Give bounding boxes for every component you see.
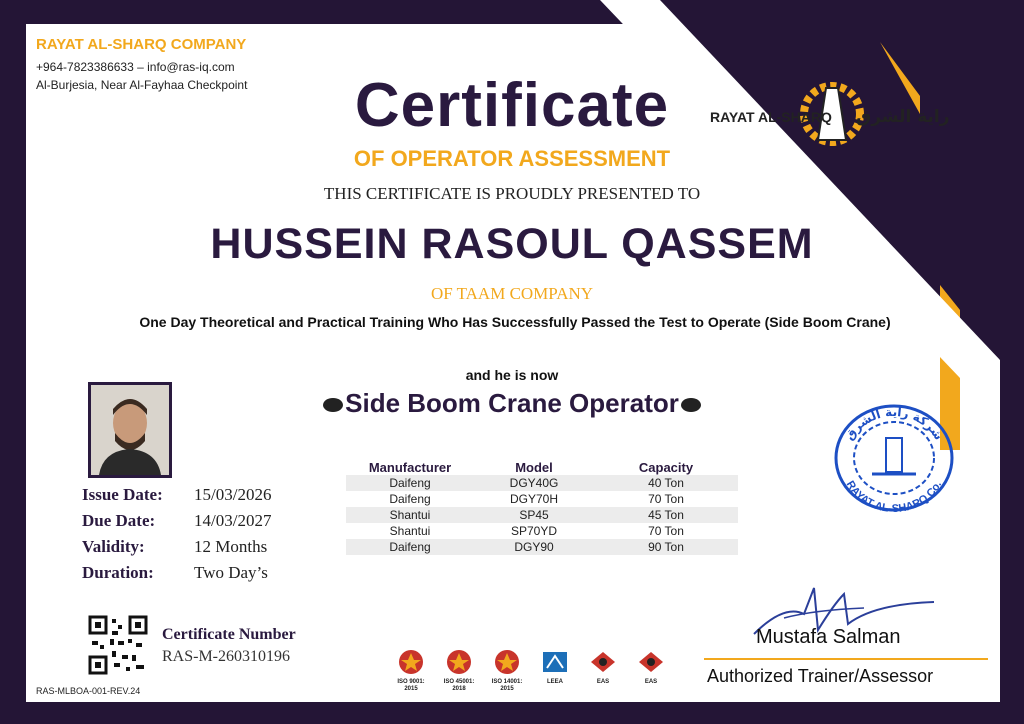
cell: Daifeng: [389, 492, 431, 506]
detail-value: 14/03/2027: [194, 511, 272, 530]
cell: SP45: [519, 508, 549, 522]
cell: Shantui: [389, 524, 431, 538]
detail-row: [82, 563, 271, 589]
and-he-is-now: and he is now: [465, 367, 559, 383]
table-row: [346, 523, 738, 539]
certificate-number: RAS-M-260310196: [162, 648, 291, 665]
signer-role: Authorized Trainer/Assessor: [707, 666, 934, 686]
phone-email: +964-7823386633 – info@ras-iq.com: [36, 60, 235, 74]
logo-arabic: راية الشرق: [856, 107, 950, 127]
iso-badge: [488, 648, 526, 693]
equipment-table: [346, 460, 738, 555]
eas-icon: [587, 648, 619, 676]
iso-badge: [440, 648, 478, 693]
cell: Daifeng: [389, 540, 431, 554]
company-name: RAYAT AL-SHARQ COMPANY: [36, 36, 247, 53]
table-row: [346, 475, 738, 491]
detail-label: Validity:: [82, 537, 145, 556]
certificate-title: Certificate: [354, 71, 670, 140]
badge-text: ISO 14001:: [491, 679, 523, 685]
address: Al-Burjesia, Near Al-Fayhaa Checkpoint: [36, 78, 248, 92]
detail-label: Duration:: [82, 563, 154, 582]
badge-text: ISO 9001:: [397, 679, 425, 685]
training-description: One Day Theoretical and Practical Training Who Has Successfully Passed the Test to Operate (Side Boom Crane): [139, 314, 891, 330]
detail-value: Two Day’s: [194, 563, 268, 582]
badge-text: 2018: [452, 686, 466, 692]
table-header: [346, 460, 738, 475]
stamp-latin: RAYAT AL-SHARQ Co.: [843, 478, 945, 514]
accreditation-badges: [392, 648, 670, 693]
certificate-number-label: Certificate Number: [162, 626, 296, 643]
eas-icon: [635, 648, 667, 676]
iso-9001-icon: [395, 648, 427, 676]
table-row: [346, 491, 738, 507]
qr-code-icon: [88, 615, 148, 675]
detail-row: [82, 537, 271, 563]
presented-to: THIS CERTIFICATE IS PROUDLY PRESENTED TO: [323, 184, 701, 203]
cell: 45 Ton: [648, 508, 684, 522]
header-capacity: Capacity: [638, 460, 694, 475]
recipient-company: OF TAAM COMPANY: [430, 284, 594, 303]
iso-badge: [392, 648, 430, 693]
badge-text: 2015: [404, 686, 418, 692]
iso-45001-icon: [443, 648, 475, 676]
cell: 70 Ton: [648, 492, 684, 506]
signer-name: Mustafa Salman: [756, 626, 901, 648]
cell: DGY40G: [509, 476, 559, 490]
revision-code: RAS-MLBOA-001-REV.24: [36, 686, 141, 696]
role-text: Side Boom Crane Operator: [345, 388, 679, 418]
cell: 40 Ton: [648, 476, 684, 490]
oil-derrick-icon: [886, 438, 902, 472]
detail-value: 15/03/2026: [194, 485, 272, 504]
eas-badge: [584, 648, 622, 693]
signature-line: [704, 658, 988, 660]
cell: SP70YD: [510, 524, 558, 538]
certificate-details: [82, 485, 271, 589]
bullet-icon: [323, 398, 343, 412]
cell: 90 Ton: [648, 540, 684, 554]
detail-label: Issue Date:: [82, 485, 163, 504]
stamp-arabic: شركة راية الشرق: [841, 404, 946, 443]
company-stamp: [832, 402, 956, 514]
badge-text: 2015: [500, 686, 514, 692]
cell: Shantui: [389, 508, 431, 522]
detail-value: 12 Months: [194, 537, 268, 556]
detail-label: Due Date:: [82, 511, 156, 530]
recipient-photo: [88, 382, 172, 478]
leea-icon: [539, 648, 571, 676]
badge-text: LEEA: [546, 679, 563, 685]
person-photo-icon: [91, 385, 169, 475]
recipient-name: HUSSEIN RASOUL QASSEM: [210, 220, 814, 268]
logo-latin: RAYAT AL-SHARQ: [710, 109, 832, 125]
cell: DGY70H: [509, 492, 559, 506]
table-row: [346, 507, 738, 523]
cell: Daifeng: [389, 476, 431, 490]
certificate-subtitle: OF OPERATOR ASSESSMENT: [353, 146, 671, 171]
cell: DGY90: [514, 540, 554, 554]
header-model: Model: [515, 460, 553, 475]
table-row: [346, 539, 738, 555]
iso-14001-icon: [491, 648, 523, 676]
leea-badge: [536, 648, 574, 693]
detail-row: [82, 511, 271, 537]
header-manufacturer: Manufacturer: [368, 460, 452, 475]
badge-text: EAS: [596, 679, 610, 685]
detail-row: [82, 485, 271, 511]
badge-text: ISO 45001:: [443, 679, 475, 685]
badge-text: EAS: [644, 679, 658, 685]
bullet-icon: [681, 398, 701, 412]
eas-badge: [632, 648, 670, 693]
cell: 70 Ton: [648, 524, 684, 538]
